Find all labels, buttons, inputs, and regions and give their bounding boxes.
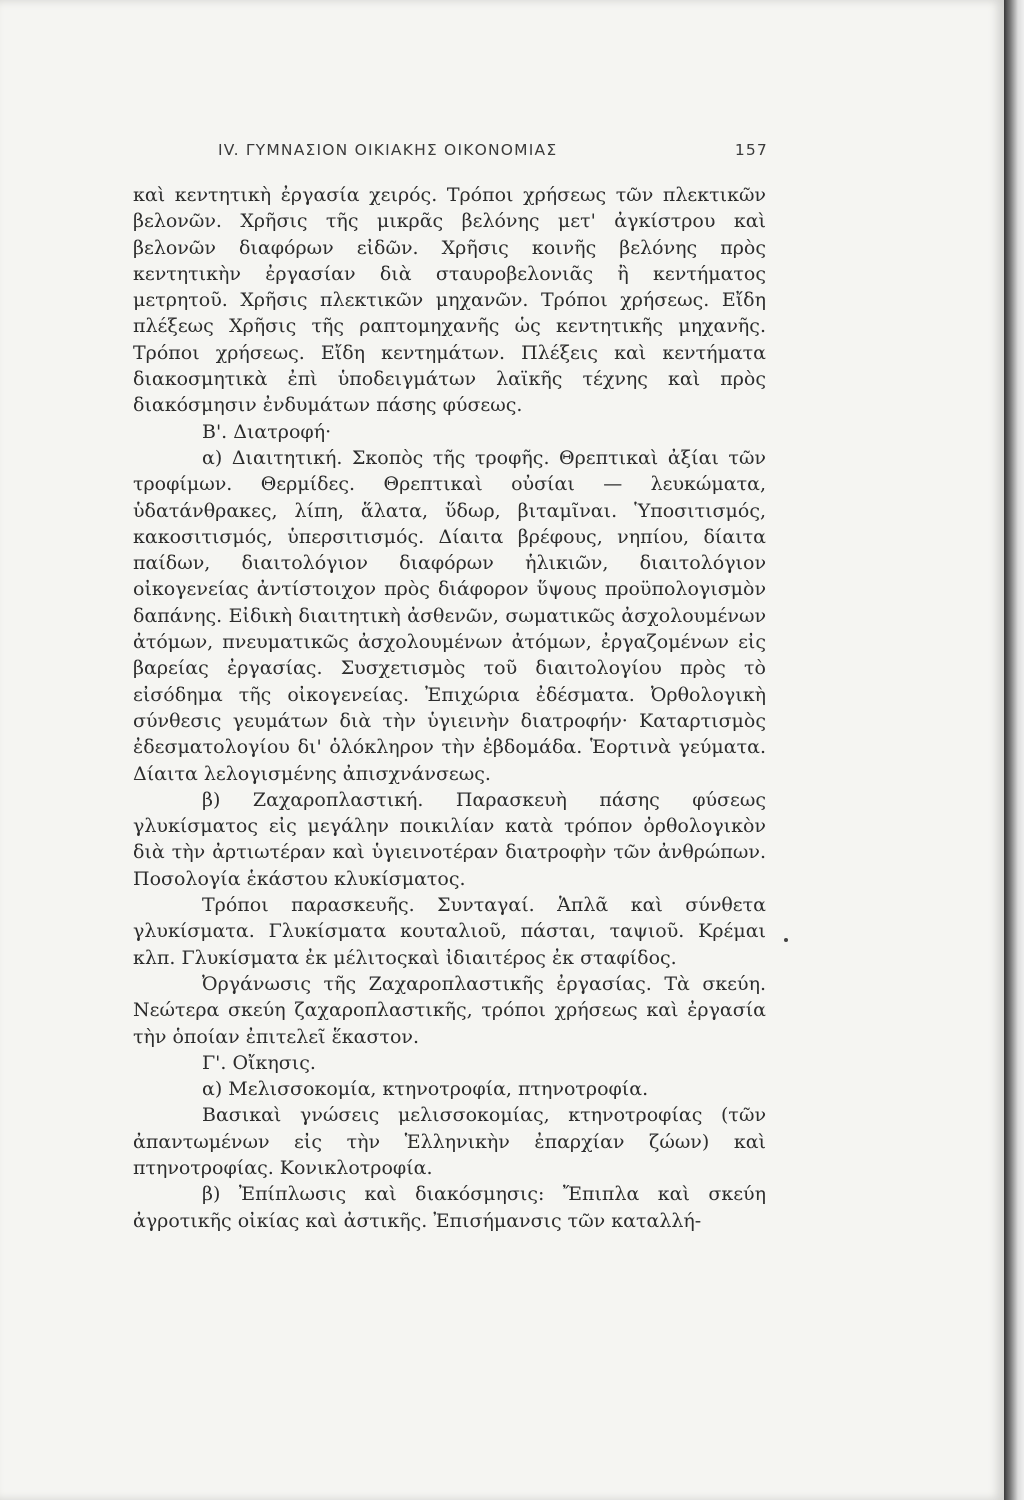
section-heading-housing: Γ'. Οἴκησις. [202,1051,316,1074]
paragraph-confectionery: β) Ζαχαροπλαστική. Παρασκευὴ πάσης φύσεως γλυκίσματος εἰς μεγάλην ποικιλίαν κατὰ τρόπον ὀρθολογικὸν διὰ τὴν ἀρτιωτέραν καὶ ὑγιεινοτέραν διατροφὴν τῶν ἀνθρώπων. Ποσολογία ἑκάστου κλυκίσματος. [133,788,766,890]
margin-dot [784,938,788,942]
paragraph-organization: Ὀργάνωσις τῆς Ζαχαροπλαστικῆς ἐργασίας. Τὰ σκεύη. Νεώτερα σκεύη ζαχαροπλαστικῆς, τρόποι χρήσεως καὶ ἐργασία τὴν ὁποίαν ἐπιτελεῖ ἕκαστον. [133,972,766,1048]
running-title: IV. ΓΥΜΝΑΣΙΟΝ ΟΙΚΙΑΚΗΣ ΟΙΚΟΝΟΜΙΑΣ [218,141,558,159]
page-edge-shadow [1004,0,1024,1500]
running-header [218,137,768,163]
section-heading-nutrition: Β'. Διατροφή· [202,420,332,443]
paragraph-furnishing: β) Ἐπίπλωσις καὶ διακόσμησις: Ἔπιπλα καὶ σκεύη ἀγροτικῆς οἰκίας καὶ ἀστικῆς. Ἐπισήμανσις τῶν καταλλή- [133,1183,766,1232]
page-number: 157 [734,141,768,159]
paragraph-preparation-methods: Τρόποι παρασκευῆς. Συνταγαί. Ἁπλᾶ καὶ σύνθετα γλυκίσματα. Γλυκίσματα κουταλιοῦ, πάσται, ταψιοῦ. Κρέμαι κλπ. Γλυκίσματα ἐκ μέλιτοςκαὶ ἰδιαιτέρος ἐκ σταφίδος. [133,894,766,969]
subheading-husbandry: α) Μελισσοκομία, κτηνοτροφία, πτηνοτροφία. [202,1078,649,1101]
paragraph-husbandry: Βασικαὶ γνώσεις μελισσοκομίας, κτηνοτροφίας (τῶν ἀπαντωμένων εἰς τὴν Ἑλληνικὴν ἐπαρχίαν ζώων) καὶ πτηνοτροφίας. Κονικλοτροφία. [133,1104,766,1179]
paragraph-embroidery: καὶ κεντητικὴ ἐργασία χειρός. Τρόποι χρήσεως τῶν πλεκτικῶν βελονῶν. Χρῆσις τῆς μικρᾶς βελόνης μετ' ἀγκίστρου καὶ βελονῶν διαφόρων εἰδῶν. Χρῆσις κοινῆς βελόνης πρὸς κεντητικὴν ἐργασίαν διὰ σταυροβελονιᾶς ἢ κεντήματος μετρητοῦ. Χρῆσις πλεκτικῶν μηχανῶν. Τρόποι χρήσεως. Εἴδη πλέξεως Χρῆσις τῆς ραπτομηχανῆς ὡς κεντητικῆς μηχανῆς. Τρόποι χρήσεως. Εἴδη κεντημάτων. Πλέξεις καὶ κεντήματα διακοσμητικὰ ἐπὶ ὑποδειγμάτων λαϊκῆς τέχνης καὶ πρὸς διακόσμησιν ἐνδυμάτων πάσης φύσεως. [133,184,766,417]
paragraph-dietetics: α) Διαιτητική. Σκοπὸς τῆς τροφῆς. Θρεπτικαὶ ἀξίαι τῶν τροφίμων. Θερμίδες. Θρεπτικαὶ οὐσίαι — λευκώματα, ὑδατάνθρακες, λίπη, ἅλατα, ὕδωρ, βιταμῖναι. Ὑποσιτισμός, κακοσιτισμός, ὑπερσιτισμός. Δίαιτα βρέφους, νηπίου, δίαιτα παίδων, διαιτολόγιον διαφόρων ἡλικιῶν, διαιτολόγιον οἰκογενείας ἀντίστοιχον πρὸς διάφορον ὕψους προϋπολογισμὸν δαπάνης. Εἰδικὴ διαιτητικὴ ἀσθενῶν, σωματικῶς ἀσχολουμένων ἀτόμων, πνευματικῶς ἀσχολουμένων ἀτόμων, ἐργαζομένων εἰς βαρείας ἐργασίας. Συσχετισμὸς τοῦ διαιτολογίου πρὸς τὸ εἰσόδημα τῆς οἰκογενείας. Ἐπιχώρια ἐδέσματα. Ὀρθολογικὴ σύνθεσις γευμάτων διὰ τὴν ὑγιεινὴν διατροφήν· Καταρτισμὸς ἐδεσματολογίου δι' ὁλόκληρον τὴν ἑβδομάδα. Ἑορτινὰ γεύματα. Δίαιτα λελογισμένης ἀπισχνάνσεως. [133,446,766,785]
body-text [133,182,766,1234]
